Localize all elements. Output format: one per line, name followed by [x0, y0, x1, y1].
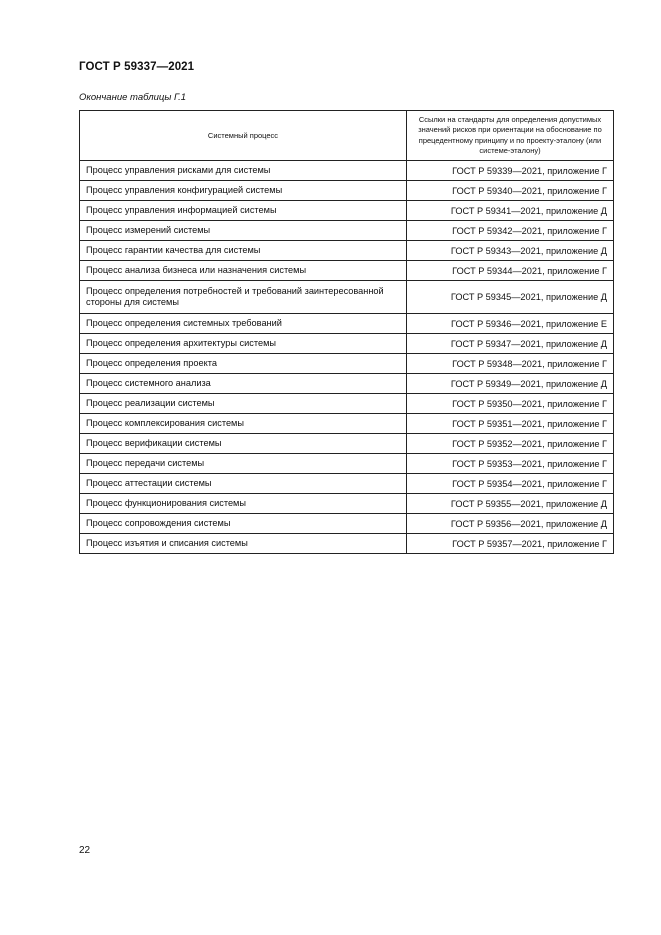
- standard-reference-cell: ГОСТ Р 59345—2021, приложение Д: [407, 281, 614, 314]
- standard-reference-cell: ГОСТ Р 59355—2021, приложение Д: [407, 494, 614, 514]
- table-row: [80, 434, 614, 454]
- process-name-cell: Процесс реализации системы: [80, 394, 407, 414]
- table-row: [80, 394, 614, 414]
- table-row: [80, 494, 614, 514]
- process-name-cell: Процесс аттестации системы: [80, 474, 407, 494]
- table-row: [80, 261, 614, 281]
- table-row: [80, 221, 614, 241]
- table-caption: Окончание таблицы Г.1: [79, 92, 187, 103]
- standard-reference-cell: ГОСТ Р 59353—2021, приложение Г: [407, 454, 614, 474]
- process-name-cell: Процесс определения потребностей и требований заинтересованной стороны для системы: [80, 281, 407, 314]
- process-name-cell: Процесс изъятия и списания системы: [80, 534, 407, 554]
- table-row: [80, 514, 614, 534]
- standard-reference-cell: ГОСТ Р 59346—2021, приложение Е: [407, 314, 614, 334]
- standard-reference-cell: ГОСТ Р 59339—2021, приложение Г: [407, 161, 614, 181]
- processes-table: [79, 110, 614, 554]
- standard-reference-cell: ГОСТ Р 59348—2021, приложение Г: [407, 354, 614, 374]
- process-name-cell: Процесс измерений системы: [80, 221, 407, 241]
- process-name-cell: Процесс гарантии качества для системы: [80, 241, 407, 261]
- process-name-cell: Процесс системного анализа: [80, 374, 407, 394]
- standard-reference-cell: ГОСТ Р 59347—2021, приложение Д: [407, 334, 614, 354]
- process-name-cell: Процесс сопровождения системы: [80, 514, 407, 534]
- table-row: [80, 474, 614, 494]
- standard-reference-cell: ГОСТ Р 59340—2021, приложение Г: [407, 181, 614, 201]
- process-name-cell: Процесс комплексирования системы: [80, 414, 407, 434]
- standard-reference-cell: ГОСТ Р 59356—2021, приложение Д: [407, 514, 614, 534]
- table-header-row: [80, 111, 614, 161]
- column-header-references: Ссылки на стандарты для определения допустимых значений рисков при ориентации на обоснование по прецедентному принципу и по проекту-эталону (или системе-эталону): [407, 111, 614, 161]
- standard-reference-cell: ГОСТ Р 59342—2021, приложение Г: [407, 221, 614, 241]
- table-body: [80, 161, 614, 554]
- standard-reference-cell: ГОСТ Р 59354—2021, приложение Г: [407, 474, 614, 494]
- process-name-cell: Процесс управления рисками для системы: [80, 161, 407, 181]
- process-name-cell: Процесс анализа бизнеса или назначения системы: [80, 261, 407, 281]
- document-code-header: ГОСТ Р 59337—2021: [79, 61, 195, 73]
- column-header-process: Системный процесс: [80, 111, 407, 161]
- table-row: [80, 534, 614, 554]
- process-name-cell: Процесс управления информацией системы: [80, 201, 407, 221]
- standard-reference-cell: ГОСТ Р 59349—2021, приложение Д: [407, 374, 614, 394]
- table-row: [80, 454, 614, 474]
- table-row: [80, 414, 614, 434]
- standard-reference-cell: ГОСТ Р 59344—2021, приложение Г: [407, 261, 614, 281]
- process-name-cell: Процесс управления конфигурацией системы: [80, 181, 407, 201]
- process-name-cell: Процесс передачи системы: [80, 454, 407, 474]
- standard-reference-cell: ГОСТ Р 59341—2021, приложение Д: [407, 201, 614, 221]
- standard-reference-cell: ГОСТ Р 59343—2021, приложение Д: [407, 241, 614, 261]
- standard-reference-cell: ГОСТ Р 59357—2021, приложение Г: [407, 534, 614, 554]
- process-name-cell: Процесс функционирования системы: [80, 494, 407, 514]
- table-row: [80, 374, 614, 394]
- process-name-cell: Процесс определения проекта: [80, 354, 407, 374]
- standard-reference-cell: ГОСТ Р 59350—2021, приложение Г: [407, 394, 614, 414]
- standard-reference-cell: ГОСТ Р 59352—2021, приложение Г: [407, 434, 614, 454]
- process-name-cell: Процесс определения системных требований: [80, 314, 407, 334]
- table-row: [80, 181, 614, 201]
- process-name-cell: Процесс верификации системы: [80, 434, 407, 454]
- table-row: [80, 281, 614, 314]
- page-number: 22: [79, 845, 91, 856]
- table-row: [80, 354, 614, 374]
- table-row: [80, 314, 614, 334]
- table-row: [80, 334, 614, 354]
- table-row: [80, 241, 614, 261]
- table-row: [80, 161, 614, 181]
- standard-reference-cell: ГОСТ Р 59351—2021, приложение Г: [407, 414, 614, 434]
- table-row: [80, 201, 614, 221]
- process-name-cell: Процесс определения архитектуры системы: [80, 334, 407, 354]
